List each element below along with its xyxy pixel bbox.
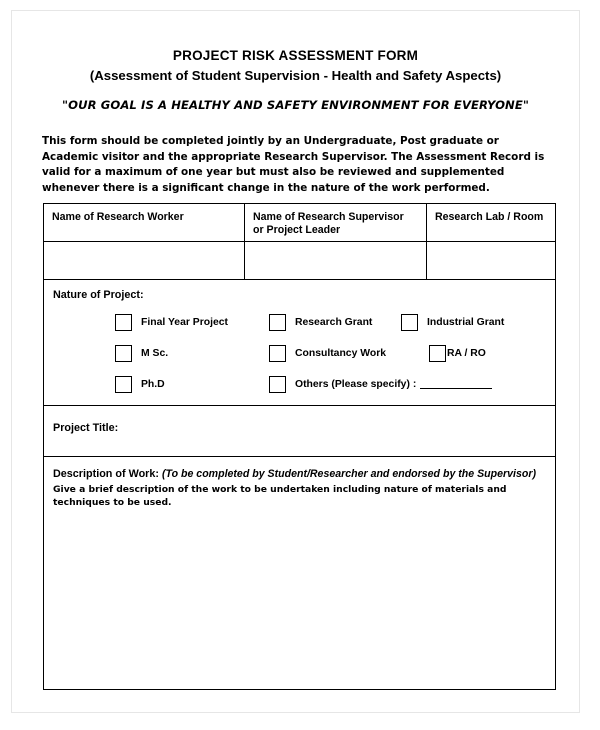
checkbox-msc[interactable] (115, 345, 132, 362)
checkbox-label: Industrial Grant (427, 316, 505, 328)
checkbox-label: M Sc. (141, 347, 169, 359)
checkbox-item-ra-ro[interactable] (429, 344, 486, 362)
table-header-row (44, 204, 555, 242)
checkbox-label: Research Grant (295, 316, 373, 328)
checkbox-final-year-project[interactable] (115, 314, 132, 331)
checkbox-label: RA / RO (447, 347, 486, 359)
checkbox-item-final-year-project[interactable] (115, 313, 228, 331)
description-of-work-instruction: Give a brief description of the work to be undertaken including nature of materials and techniques to be used. (53, 484, 507, 508)
checkbox-item-msc[interactable] (115, 344, 168, 362)
lab-room-field[interactable] (427, 242, 554, 279)
column-header-label-line1: Name of Research Supervisor (253, 211, 404, 223)
page-title: PROJECT RISK ASSESSMENT FORM (172, 48, 419, 63)
checkbox-ra-ro[interactable] (429, 345, 446, 362)
others-specify-input[interactable] (420, 378, 492, 389)
slogan-text: "OUR GOAL IS A HEALTHY AND SAFETY ENVIRONMENT FOR EVERYONE" (61, 98, 529, 112)
description-of-work-label: Description of Work: (53, 468, 159, 480)
table-header-cell-lab (427, 204, 554, 241)
column-header-label: Name of Research Worker (52, 211, 184, 223)
column-header-label-line2: or Project Leader (253, 223, 341, 236)
project-title-label: Project Title: (53, 422, 119, 434)
column-header-label: Research Lab / Room (435, 211, 544, 223)
checkbox-others[interactable] (269, 376, 286, 393)
checkbox-item-consultancy-work[interactable] (269, 344, 386, 362)
description-of-work-section[interactable] (44, 457, 555, 689)
worker-name-field[interactable] (44, 242, 245, 279)
checkbox-label: Consultancy Work (295, 347, 387, 359)
nature-of-project-section (44, 280, 555, 406)
nature-of-project-label: Nature of Project: (53, 289, 144, 301)
checkbox-item-research-grant[interactable] (269, 313, 372, 331)
checkbox-label: Others (Please specify) : (295, 378, 417, 390)
checkbox-item-industrial-grant[interactable] (401, 313, 504, 331)
table-entry-row (44, 242, 555, 280)
checkbox-label: Ph.D (141, 378, 165, 390)
checkbox-research-grant[interactable] (269, 314, 286, 331)
document-header (12, 11, 579, 112)
supervisor-name-field[interactable] (245, 242, 427, 279)
table-header-cell-worker (44, 204, 245, 241)
description-of-work-heading (53, 467, 545, 481)
project-title-section[interactable] (44, 406, 555, 457)
checkbox-phd[interactable] (115, 376, 132, 393)
risk-assessment-form-table (43, 203, 556, 690)
checkbox-label: Final Year Project (141, 316, 229, 328)
checkbox-item-others[interactable] (269, 375, 492, 393)
description-of-work-note: (To be completed by Student/Researcher and endorsed by the Supervisor) (161, 468, 536, 480)
document-page (11, 10, 580, 713)
checkbox-industrial-grant[interactable] (401, 314, 418, 331)
checkbox-item-phd[interactable] (115, 375, 165, 393)
table-header-cell-supervisor (245, 204, 427, 241)
intro-paragraph: This form should be completed jointly by an Undergraduate, Post graduate or Academic visitor and the appropriate Research Supervisor. The Assessment Record is valid for a maximum of one year but must also be reviewed and supplemented whenever there is a significant change in the nature of the work performed. (42, 135, 545, 194)
nature-of-project-checkbox-grid (53, 313, 555, 399)
checkbox-consultancy-work[interactable] (269, 345, 286, 362)
page-subtitle: (Assessment of Student Supervision - Health and Safety Aspects) (89, 68, 502, 83)
